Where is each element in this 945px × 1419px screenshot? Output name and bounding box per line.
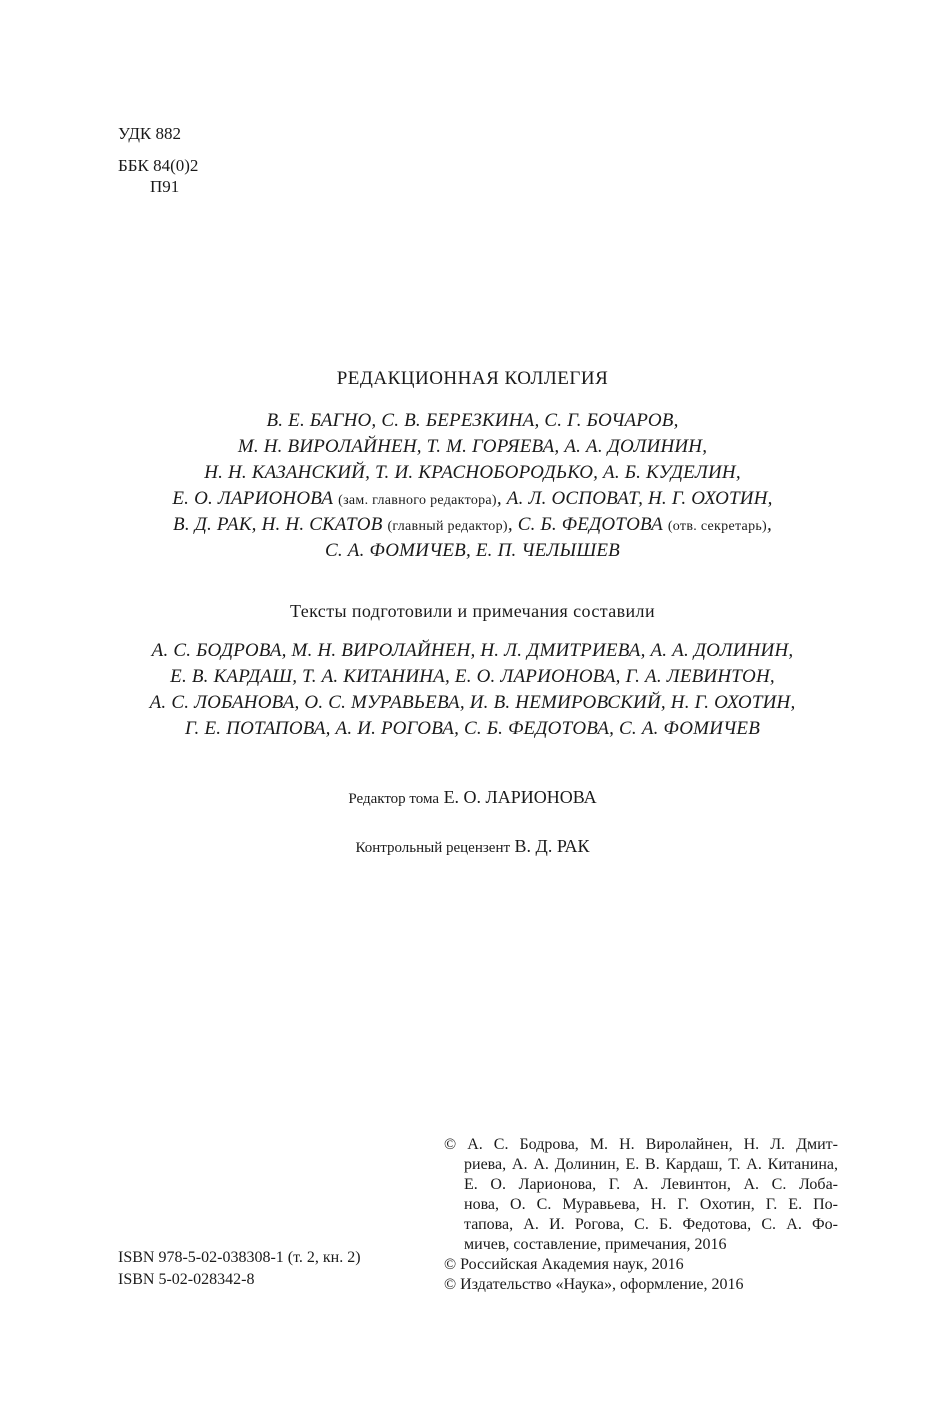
- texts-prepared-names: [0, 638, 945, 742]
- isbn-volume: ISBN 978-5-02-038308-1 (т. 2, кн. 2): [118, 1249, 361, 1266]
- board-name-part: , А. Л. ОСПОВАТ, Н. Г. ОХОТИН,: [496, 488, 773, 509]
- volume-editor-label: Редактор тома: [348, 791, 440, 807]
- board-role: (главный редактор): [387, 519, 508, 534]
- board-name-part: Е. О. ЛАРИОНОВА: [172, 488, 339, 509]
- isbn-set: ISBN 5-02-028342-8: [118, 1271, 255, 1288]
- copyright-authors-line: риева, А. А. Долинин, Е. В. Кардаш, Т. А. Китанина,: [464, 1156, 838, 1173]
- copyright-authors-line: мичев, составление, примечания, 2016: [464, 1236, 727, 1253]
- preparer-line: Г. Е. ПОТАПОВА, А. И. РОГОВА, С. Б. ФЕДОТОВА, С. А. ФОМИЧЕВ: [184, 718, 761, 739]
- board-line: В. Е. БАГНО, С. В. БЕРЕЗКИНА, С. Г. БОЧАРОВ,: [266, 410, 679, 431]
- copyright-block: [444, 1135, 838, 1295]
- board-line: [0, 512, 945, 538]
- board-name-part: ,: [767, 514, 772, 535]
- board-line: С. А. ФОМИЧЕВ, Е. П. ЧЕЛЫШЕВ: [325, 540, 620, 561]
- bbk-code: ББК 84(0)2: [118, 156, 199, 175]
- board-name-part: В. Д. РАК, Н. Н. СКАТОВ: [173, 514, 388, 535]
- volume-editor-name: Е. О. ЛАРИОНОВА: [443, 787, 597, 807]
- board-name-part: , С. Б. ФЕДОТОВА: [507, 514, 668, 535]
- preparer-line: Е. В. КАРДАШ, Т. А. КИТАНИНА, Е. О. ЛАРИОНОВА, Г. А. ЛЕВИНТОН,: [170, 666, 775, 687]
- control-reviewer-label: Контрольный рецензент: [355, 840, 511, 856]
- board-role: (отв. секретарь): [667, 519, 768, 534]
- control-reviewer-name: В. Д. РАК: [514, 836, 590, 856]
- board-role: (зам. главного редактора): [338, 493, 497, 508]
- copyright-academy: © Российская Академия наук, 2016: [444, 1256, 684, 1273]
- texts-prepared-title: Тексты подготовили и примечания составили: [290, 601, 655, 621]
- board-line: [0, 486, 945, 512]
- editorial-board-names: [0, 408, 945, 564]
- board-line: Н. Н. КАЗАНСКИЙ, Т. И. КРАСНОБОРОДЬКО, А. Б. КУДЕЛИН,: [204, 462, 741, 483]
- author-sign-code: П91: [150, 177, 180, 196]
- copyright-authors-line: тапова, А. И. Рогова, С. Б. Федотова, С. А. Фо-: [464, 1216, 838, 1233]
- copyright-authors-line: нова, О. С. Муравьева, Н. Г. Охотин, Г. Е. По-: [464, 1196, 838, 1213]
- preparer-line: А. С. ЛОБАНОВА, О. С. МУРАВЬЕВА, И. В. НЕМИРОВСКИЙ, Н. Г. ОХОТИН,: [149, 692, 796, 713]
- control-reviewer: [0, 836, 945, 857]
- udk-code: УДК 882: [118, 124, 182, 143]
- copyright-authors-line: Е. О. Ларионова, Г. А. Левинтон, А. С. Лоба-: [464, 1176, 838, 1193]
- copyright-authors-line: © А. С. Бодрова, М. Н. Виролайнен, Н. Л. Дмит-: [444, 1136, 838, 1153]
- preparer-line: А. С. БОДРОВА, М. Н. ВИРОЛАЙНЕН, Н. Л. ДМИТРИЕВА, А. А. ДОЛИНИН,: [151, 640, 794, 661]
- volume-editor: [0, 787, 945, 808]
- editorial-board-title: РЕДАКЦИОННАЯ КОЛЛЕГИЯ: [336, 368, 609, 389]
- board-line: М. Н. ВИРОЛАЙНЕН, Т. М. ГОРЯЕВА, А. А. ДОЛИНИН,: [237, 436, 708, 457]
- copyright-publisher: © Издательство «Наука», оформление, 2016: [444, 1276, 744, 1293]
